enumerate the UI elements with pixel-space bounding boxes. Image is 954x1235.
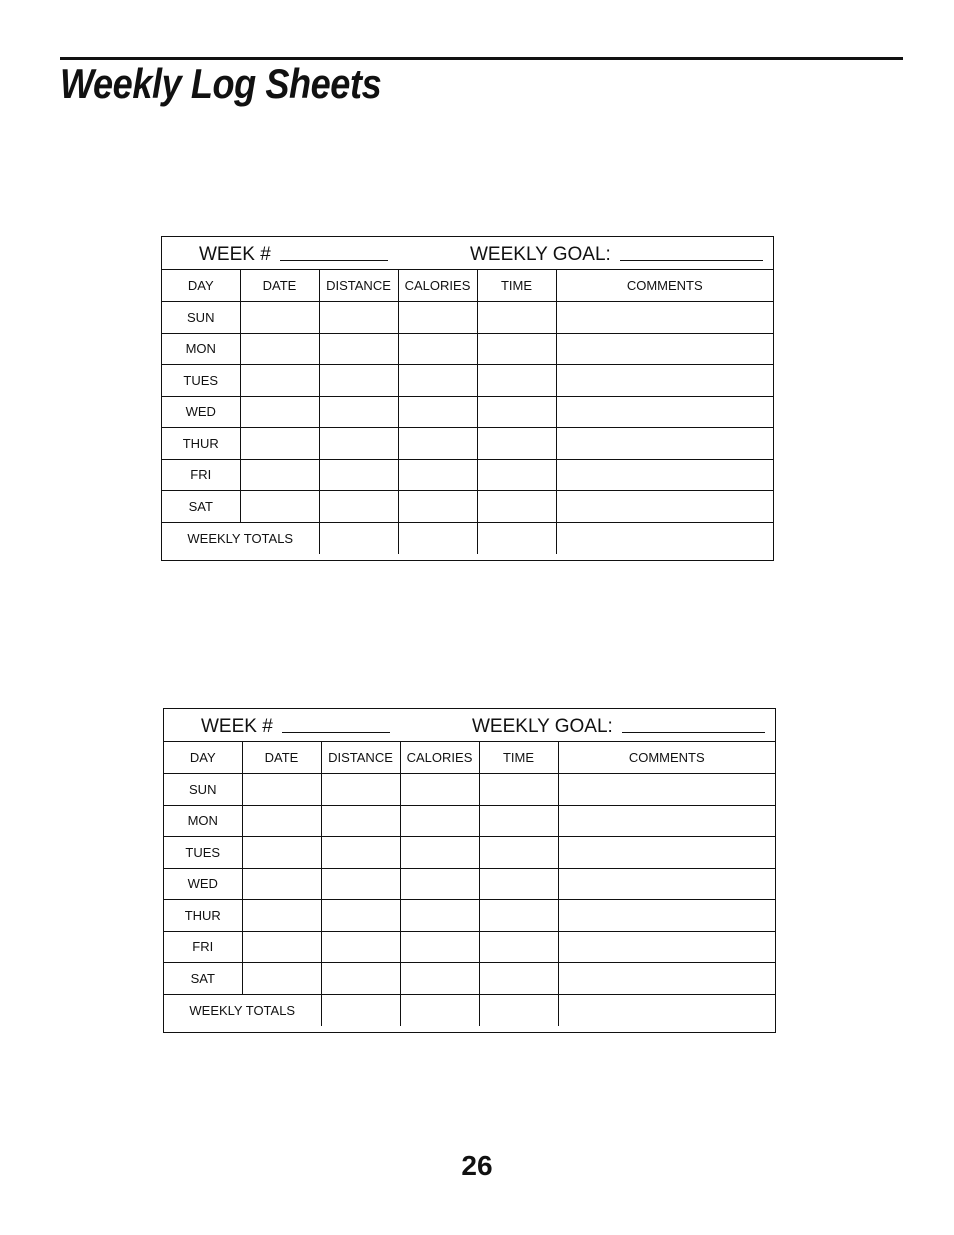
column-header-calories: CALORIES: [398, 270, 477, 302]
sheet-header: [162, 237, 773, 270]
date-cell[interactable]: [242, 837, 321, 869]
table-row: [162, 302, 773, 334]
date-cell[interactable]: [240, 459, 319, 491]
table-row: [162, 491, 773, 523]
table-row: [162, 396, 773, 428]
column-header-comments: COMMENTS: [558, 742, 775, 774]
column-header-time: TIME: [477, 270, 556, 302]
distance-cell[interactable]: [319, 428, 398, 460]
time-cell[interactable]: [477, 333, 556, 365]
day-label: SAT: [162, 491, 240, 523]
column-header-time: TIME: [479, 742, 558, 774]
calories-cell[interactable]: [400, 868, 479, 900]
date-cell[interactable]: [242, 900, 321, 932]
comments-cell[interactable]: [556, 459, 773, 491]
table-row: [164, 805, 775, 837]
weekly-goal-label: WEEKLY GOAL:: [472, 716, 613, 737]
table-row: [162, 459, 773, 491]
date-cell[interactable]: [240, 333, 319, 365]
day-label: SUN: [162, 302, 240, 334]
comments-cell[interactable]: [556, 365, 773, 397]
time-cell[interactable]: [479, 805, 558, 837]
column-header-comments: COMMENTS: [556, 270, 773, 302]
calories-cell[interactable]: [400, 805, 479, 837]
weekly-totals-label: WEEKLY TOTALS: [164, 994, 321, 1026]
calories-cell[interactable]: [400, 963, 479, 995]
day-label: FRI: [162, 459, 240, 491]
calories-cell[interactable]: [398, 396, 477, 428]
column-header-calories: CALORIES: [400, 742, 479, 774]
table-row: [164, 868, 775, 900]
date-cell[interactable]: [242, 931, 321, 963]
comments-cell[interactable]: [556, 491, 773, 523]
table-row: [164, 837, 775, 869]
comments-cell[interactable]: [558, 868, 775, 900]
time-total-cell[interactable]: [479, 994, 558, 1026]
calories-cell[interactable]: [398, 302, 477, 334]
day-label: WED: [162, 396, 240, 428]
comments-cell[interactable]: [556, 396, 773, 428]
distance-cell[interactable]: [319, 491, 398, 523]
log-table: [164, 742, 775, 1026]
distance-cell[interactable]: [319, 302, 398, 334]
calories-cell[interactable]: [398, 333, 477, 365]
comments-cell[interactable]: [558, 837, 775, 869]
calories-cell[interactable]: [398, 365, 477, 397]
distance-cell[interactable]: [321, 868, 400, 900]
time-total-cell[interactable]: [477, 522, 556, 554]
time-cell[interactable]: [479, 837, 558, 869]
date-cell[interactable]: [240, 491, 319, 523]
log-sheet-1: [161, 236, 774, 561]
column-header-day: DAY: [162, 270, 240, 302]
distance-cell[interactable]: [319, 459, 398, 491]
calories-total-cell[interactable]: [400, 994, 479, 1026]
column-header-distance: DISTANCE: [321, 742, 400, 774]
comments-cell[interactable]: [558, 774, 775, 806]
day-label: SUN: [164, 774, 242, 806]
date-cell[interactable]: [242, 805, 321, 837]
page-title: Weekly Log Sheets: [60, 60, 382, 107]
table-row: [164, 963, 775, 995]
comments-cell[interactable]: [556, 302, 773, 334]
distance-cell[interactable]: [319, 396, 398, 428]
time-cell[interactable]: [477, 302, 556, 334]
date-cell[interactable]: [242, 774, 321, 806]
day-label: THUR: [164, 900, 242, 932]
time-cell[interactable]: [477, 491, 556, 523]
time-cell[interactable]: [479, 931, 558, 963]
calories-cell[interactable]: [400, 774, 479, 806]
time-cell[interactable]: [479, 774, 558, 806]
weekly-goal-field[interactable]: [620, 260, 763, 261]
table-row: [164, 931, 775, 963]
day-label: FRI: [164, 931, 242, 963]
date-cell[interactable]: [240, 365, 319, 397]
log-sheet-2: [163, 708, 776, 1033]
day-label: SAT: [164, 963, 242, 995]
comments-cell[interactable]: [558, 805, 775, 837]
comments-cell[interactable]: [556, 428, 773, 460]
distance-cell[interactable]: [321, 805, 400, 837]
day-label: TUES: [164, 837, 242, 869]
calories-cell[interactable]: [398, 428, 477, 460]
day-label: MON: [164, 805, 242, 837]
calories-total-cell[interactable]: [398, 522, 477, 554]
weekly-goal-label: WEEKLY GOAL:: [470, 244, 611, 265]
time-cell[interactable]: [479, 900, 558, 932]
column-header-day: DAY: [164, 742, 242, 774]
calories-cell[interactable]: [400, 931, 479, 963]
date-cell[interactable]: [240, 428, 319, 460]
day-label: MON: [162, 333, 240, 365]
time-cell[interactable]: [477, 396, 556, 428]
date-cell[interactable]: [240, 396, 319, 428]
column-header-row: [162, 270, 773, 302]
distance-total-cell[interactable]: [321, 994, 400, 1026]
date-cell[interactable]: [242, 963, 321, 995]
week-number-field[interactable]: [280, 260, 388, 261]
time-cell[interactable]: [477, 428, 556, 460]
time-cell[interactable]: [477, 459, 556, 491]
calories-cell[interactable]: [400, 837, 479, 869]
comments-cell[interactable]: [558, 900, 775, 932]
column-header-row: [164, 742, 775, 774]
weekly-totals-label: WEEKLY TOTALS: [162, 522, 319, 554]
column-header-date: DATE: [240, 270, 319, 302]
totals-row: [164, 994, 775, 1026]
log-table: [162, 270, 773, 554]
day-label: THUR: [162, 428, 240, 460]
page-number: 26: [461, 1150, 493, 1181]
sheet-header: [164, 709, 775, 742]
distance-cell[interactable]: [319, 365, 398, 397]
distance-cell[interactable]: [321, 963, 400, 995]
calories-cell[interactable]: [398, 491, 477, 523]
calories-cell[interactable]: [400, 900, 479, 932]
calories-cell[interactable]: [398, 459, 477, 491]
time-cell[interactable]: [479, 868, 558, 900]
table-row: [164, 900, 775, 932]
distance-cell[interactable]: [319, 333, 398, 365]
distance-total-cell[interactable]: [319, 522, 398, 554]
comments-total-cell[interactable]: [558, 994, 775, 1026]
time-cell[interactable]: [479, 963, 558, 995]
comments-total-cell[interactable]: [556, 522, 773, 554]
distance-cell[interactable]: [321, 837, 400, 869]
date-cell[interactable]: [242, 868, 321, 900]
weekly-goal-field[interactable]: [622, 732, 765, 733]
date-cell[interactable]: [240, 302, 319, 334]
week-label: WEEK #: [199, 244, 271, 265]
week-label: WEEK #: [201, 716, 273, 737]
table-row: [164, 774, 775, 806]
comments-cell[interactable]: [556, 333, 773, 365]
table-row: [162, 365, 773, 397]
week-number-field[interactable]: [282, 732, 390, 733]
comments-cell[interactable]: [558, 931, 775, 963]
table-row: [162, 333, 773, 365]
distance-cell[interactable]: [321, 931, 400, 963]
distance-cell[interactable]: [321, 900, 400, 932]
totals-row: [162, 522, 773, 554]
time-cell[interactable]: [477, 365, 556, 397]
day-label: TUES: [162, 365, 240, 397]
comments-cell[interactable]: [558, 963, 775, 995]
day-label: WED: [164, 868, 242, 900]
column-header-distance: DISTANCE: [319, 270, 398, 302]
column-header-date: DATE: [242, 742, 321, 774]
table-row: [162, 428, 773, 460]
distance-cell[interactable]: [321, 774, 400, 806]
